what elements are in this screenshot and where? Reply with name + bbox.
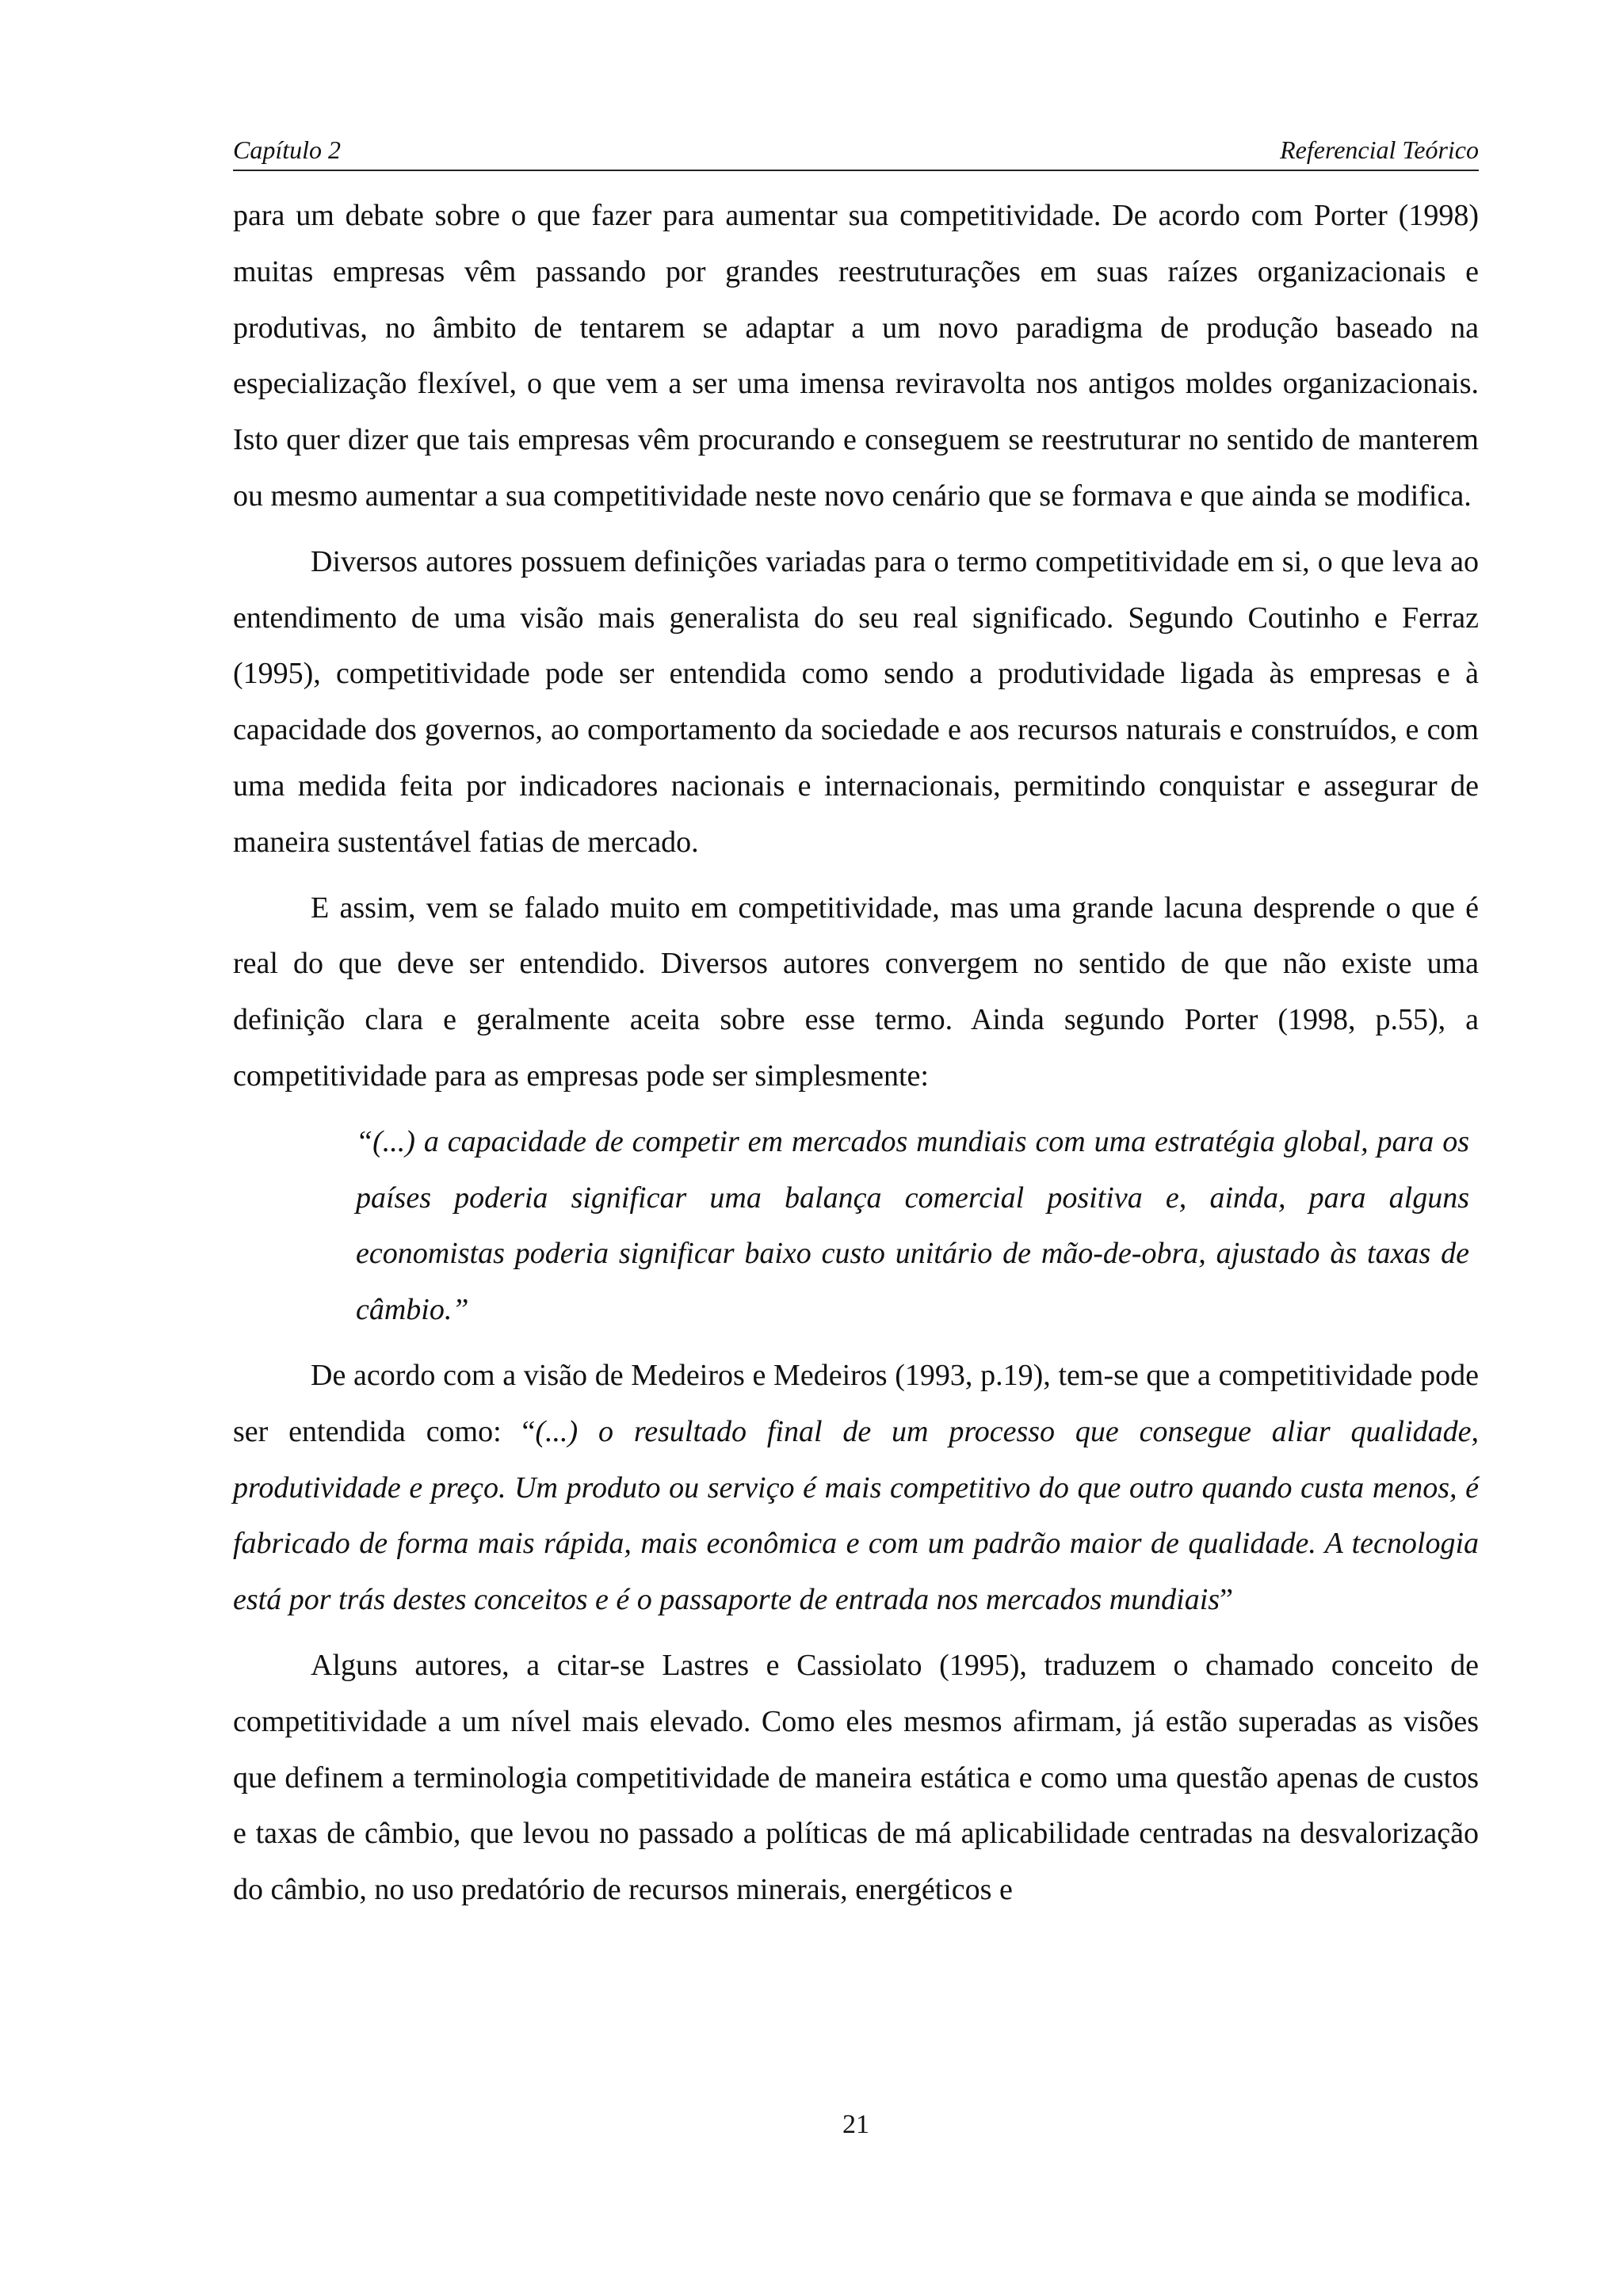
paragraph-4-close: ”	[1220, 1583, 1233, 1617]
paragraph-4	[233, 1348, 1479, 1628]
paragraph-1: para um debate sobre o que fazer para aumentar sua competitividade. De acordo com Porter (1998) muitas empresas vêm passando por grandes reestruturações em suas raízes organizacionais e produtivas, no âmbito de tentarem se adaptar a um novo paradigma de produção baseado na especialização flexível, o que vem a ser uma imensa reviravolta nos antigos moldes organizacionais. Isto quer dizer que tais empresas vêm procurando e conseguem se reestruturar no sentido de manterem ou mesmo aumentar a sua competitividade neste novo cenário que se formava e que ainda se modifica.	[233, 199, 1479, 513]
body-text	[233, 188, 1479, 1928]
paragraph-2: Diversos autores possuem definições variadas para o termo competitividade em si, o que leva ao entendimento de uma visão mais generalista do seu real significado. Segundo Coutinho e Ferraz (1995), competitividade pode ser entendida como sendo a produtividade ligada às empresas e à capacidade dos governos, ao comportamento da sociedade e aos recursos naturais e construídos, e com uma medida feita por indicadores nacionais e internacionais, permitindo conquistar e assegurar de maneira sustentável fatias de mercado.	[233, 544, 1479, 859]
paragraph-4-intro: De acordo com a visão de Medeiros e Medeiros (1993, p.19), tem-se que a competitividade pode ser entendida como: “	[233, 1358, 1479, 1448]
paragraph-5: Alguns autores, a citar-se Lastres e Cassiolato (1995), traduzem o chamado conceito de competitividade a um nível mais elevado. Como eles mesmos afirmam, já estão superadas as visões que definem a terminologia competitividade de maneira estática e como uma questão apenas de custos e taxas de câmbio, que levou no passado a políticas de má aplicabilidade centradas na desvalorização do câmbio, no uso predatório de recursos minerais, energéticos e	[233, 1648, 1479, 1907]
paragraph-4-inline-quote: (...) o resultado final de um processo que consegue aliar qualidade, produtividade e preço. Um produto ou serviço é mais competitivo do que outro quando custa menos, é fabricado de forma mais rápida, mais econômica e com um padrão maior de qualidade. A tecnologia está por trás destes conceitos e é o passaporte de entrada nos mercados mundiais	[233, 1414, 1480, 1617]
chapter-label: Capítulo 2	[233, 135, 342, 164]
running-header	[233, 133, 1479, 171]
section-label: Referencial Teórico	[1280, 135, 1479, 164]
paragraph-3: E assim, vem se falado muito em competitividade, mas uma grande lacuna desprende o que é real do que deve ser entendido. Diversos autores convergem no sentido de que não existe uma definição clara e geralmente aceita sobre esse termo. Ainda segundo Porter (1998, p.55), a competitividade para as empresas pode ser simplesmente:	[233, 891, 1479, 1093]
document-page	[233, 0, 1479, 2296]
block-quote: “(...) a capacidade de competir em mercados mundiais com uma estratégia global, para os países poderia significar uma balança comercial positiva e, ainda, para alguns economistas poderia significar baixo custo unitário de mão-de-obra, ajustado às taxas de câmbio.”	[356, 1124, 1469, 1327]
page-number: 21	[842, 2110, 869, 2139]
